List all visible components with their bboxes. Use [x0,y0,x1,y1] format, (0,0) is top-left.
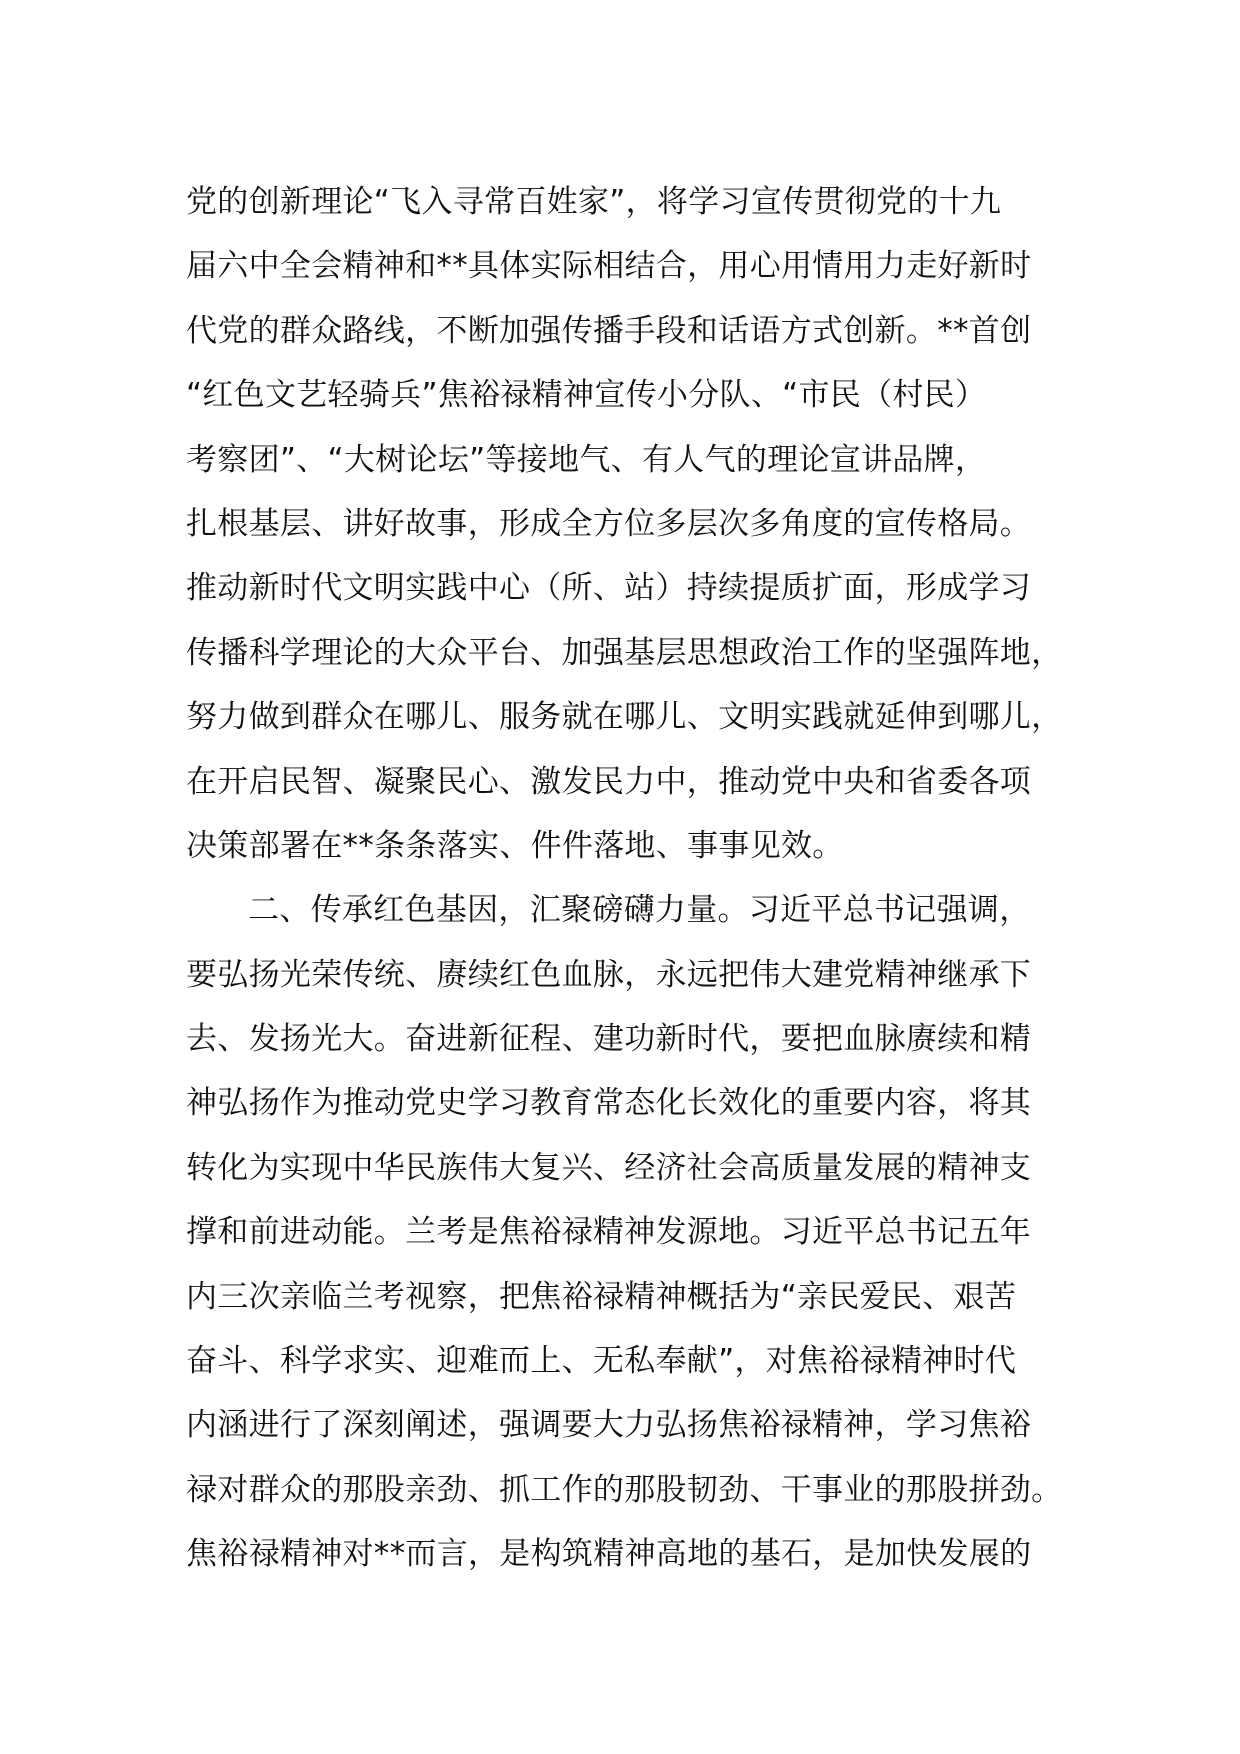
paragraph-2 [186,878,1086,1586]
text-line: 要弘扬光荣传统、赓续红色血脉，永远把伟大建党精神继承下 [186,956,1032,993]
paragraph-1 [186,170,1086,878]
text-line: 扎根基层、讲好故事，形成全方位多层次多角度的宣传格局。 [186,505,1032,542]
text-line: 努力做到群众在哪儿、服务就在哪儿、文明实践就延伸到哪儿， [186,699,1063,736]
text-line: 转化为实现中华民族伟大复兴、经济社会高质量发展的精神支 [186,1149,1032,1186]
text-line: 考察团”、“大树论坛”等接地气、有人气的理论宣讲品牌， [186,441,987,478]
text-line: 神弘扬作为推动党史学习教育常态化长效化的重要内容，将其 [186,1085,1032,1122]
text-line: 奋斗、科学求实、迎难而上、无私奉献”，对焦裕禄精神时代 [186,1343,1017,1380]
paragraph-heading-line: 二、传承红色基因，汇聚磅礴力量。习近平总书记强调， [248,892,1031,929]
text-line: 党的创新理论“飞入寻常百姓家”，将学习宣传贯彻党的十九 [186,184,1002,220]
text-line: 决策部署在**条条落实、件件落地、事事见效。 [186,827,844,864]
text-line: 内三次亲临兰考视察，把焦裕禄精神概括为“亲民爱民、艰苦 [186,1278,1017,1315]
text-line: 撑和前进动能。兰考是焦裕禄精神发源地。习近平总书记五年 [186,1214,1032,1251]
text-line: 传播科学理论的大众平台、加强基层思想政治工作的坚强阵地， [186,634,1063,671]
text-line: 焦裕禄精神对**而言，是构筑精神高地的基石，是加快发展的 [186,1536,1032,1573]
text-line: 在开启民智、凝聚民心、激发民力中，推动党中央和省委各项 [186,763,1032,800]
text-line: 代党的群众路线，不断加强传播手段和话语方式创新。**首创 [186,312,1032,349]
text-line: 内涵进行了深刻阐述，强调要大力弘扬焦裕禄精神，学习焦裕 [186,1407,1032,1444]
text-line: 推动新时代文明实践中心（所、站）持续提质扩面，形成学习 [186,570,1032,607]
text-line: 去、发扬光大。奋进新征程、建功新时代，要把血脉赓续和精 [186,1021,1032,1058]
body-text [186,170,1086,1587]
text-line: 届六中全会精神和**具体实际相结合，用心用情用力走好新时 [186,248,1032,285]
text-line: 禄对群众的那股亲劲、抓工作的那股韧劲、干事业的那股拼劲。 [186,1471,1063,1508]
text-line: “红色文艺轻骑兵”焦裕禄精神宣传小分队、“市民（村民） [186,377,987,414]
